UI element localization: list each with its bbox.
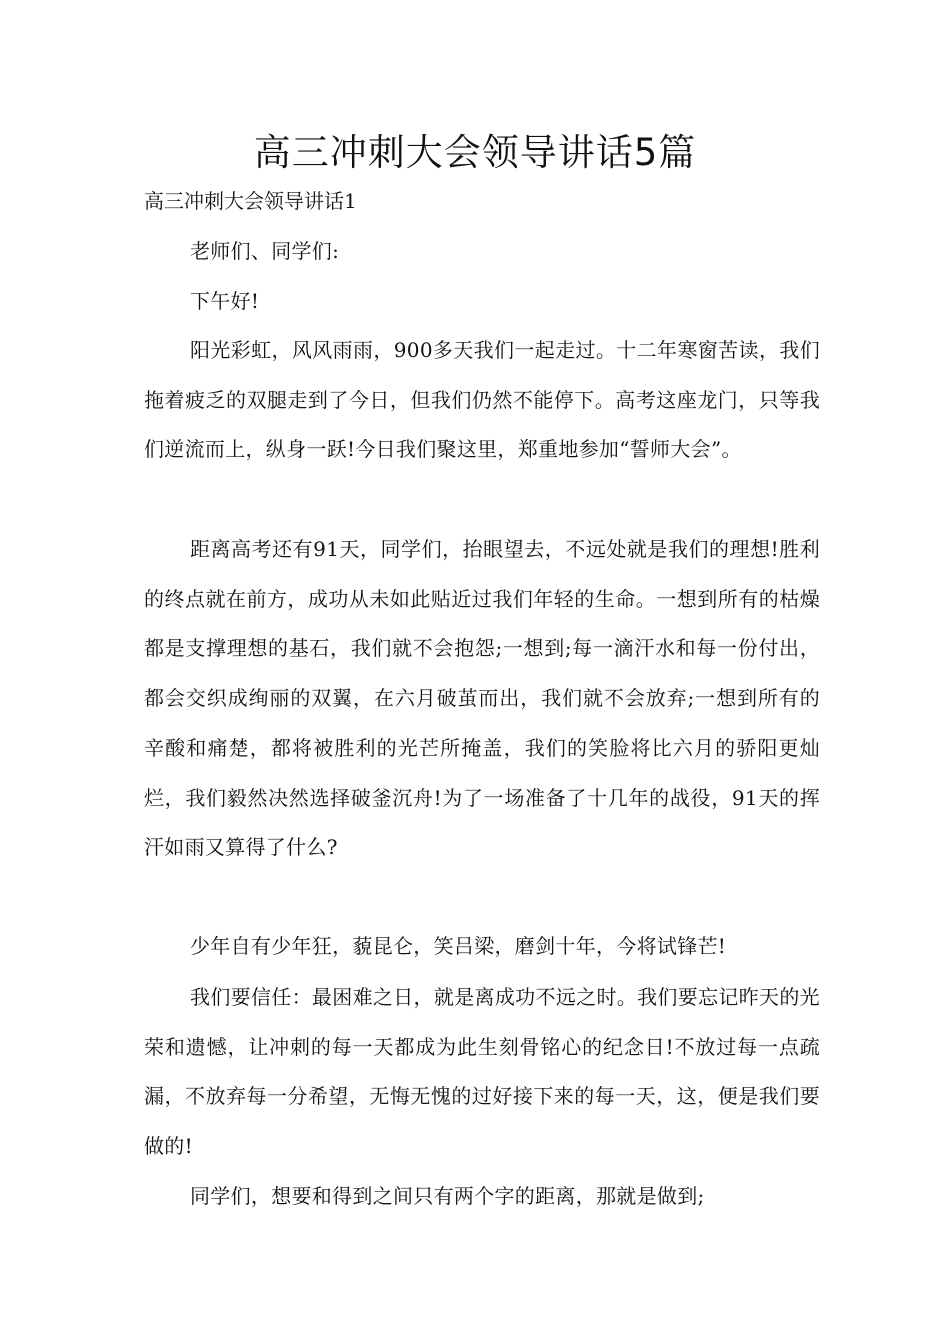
- body-paragraph: 我们要信任：最困难之日，就是离成功不远之时。我们要忘记昨天的光荣和遗憾，让冲刺的每一天都成为此生刻骨铭心的纪念日!不放过每一点疏漏，不放弃每一分希望，无悔无愧的过好接下来的每一天，这，便是我们要做的!: [144, 985, 820, 1159]
- greeting-paragraph: 下午好!: [190, 289, 260, 313]
- body-paragraph: 距离高考还有91天，同学们，抬眼望去，不远处就是我们的理想!胜利的终点就在前方，成功从未如此贴近过我们年轻的生命。一想到所有的枯燥都是支撑理想的基石，我们就不会抱怨;一想到;每一滴汗水和每一份付出，都会交织成绚丽的双翼，在六月破茧而出，我们就不会放弃;一想到所有的辛酸和痛楚，都将被胜利的光芒所掩盖，我们的笑脸将比六月的骄阳更灿烂，我们毅然决然选择破釜沉舟!为了一场准备了十几年的战役，91天的挥汗如雨又算得了什么?: [144, 537, 820, 860]
- salutation-paragraph: 老师们、同学们:: [190, 239, 340, 263]
- body-paragraph: 少年自有少年狂，藐昆仑，笑吕梁，磨剑十年，今将试锋芒!: [190, 934, 727, 958]
- document-title: 高三冲刺大会领导讲话5篇: [253, 131, 697, 174]
- body-paragraph: 阳光彩虹，风风雨雨，900多天我们一起走过。十二年寒窗苦读，我们拖着疲乏的双腿走到了今日，但我们仍然不能停下。高考这座龙门，只等我们逆流而上，纵身一跃!今日我们聚这里，郑重地参加“誓师大会”。: [144, 338, 820, 462]
- body-paragraph: 同学们，想要和得到之间只有两个字的距离，那就是做到;: [190, 1184, 705, 1208]
- section-heading: 高三冲刺大会领导讲话1: [144, 189, 357, 213]
